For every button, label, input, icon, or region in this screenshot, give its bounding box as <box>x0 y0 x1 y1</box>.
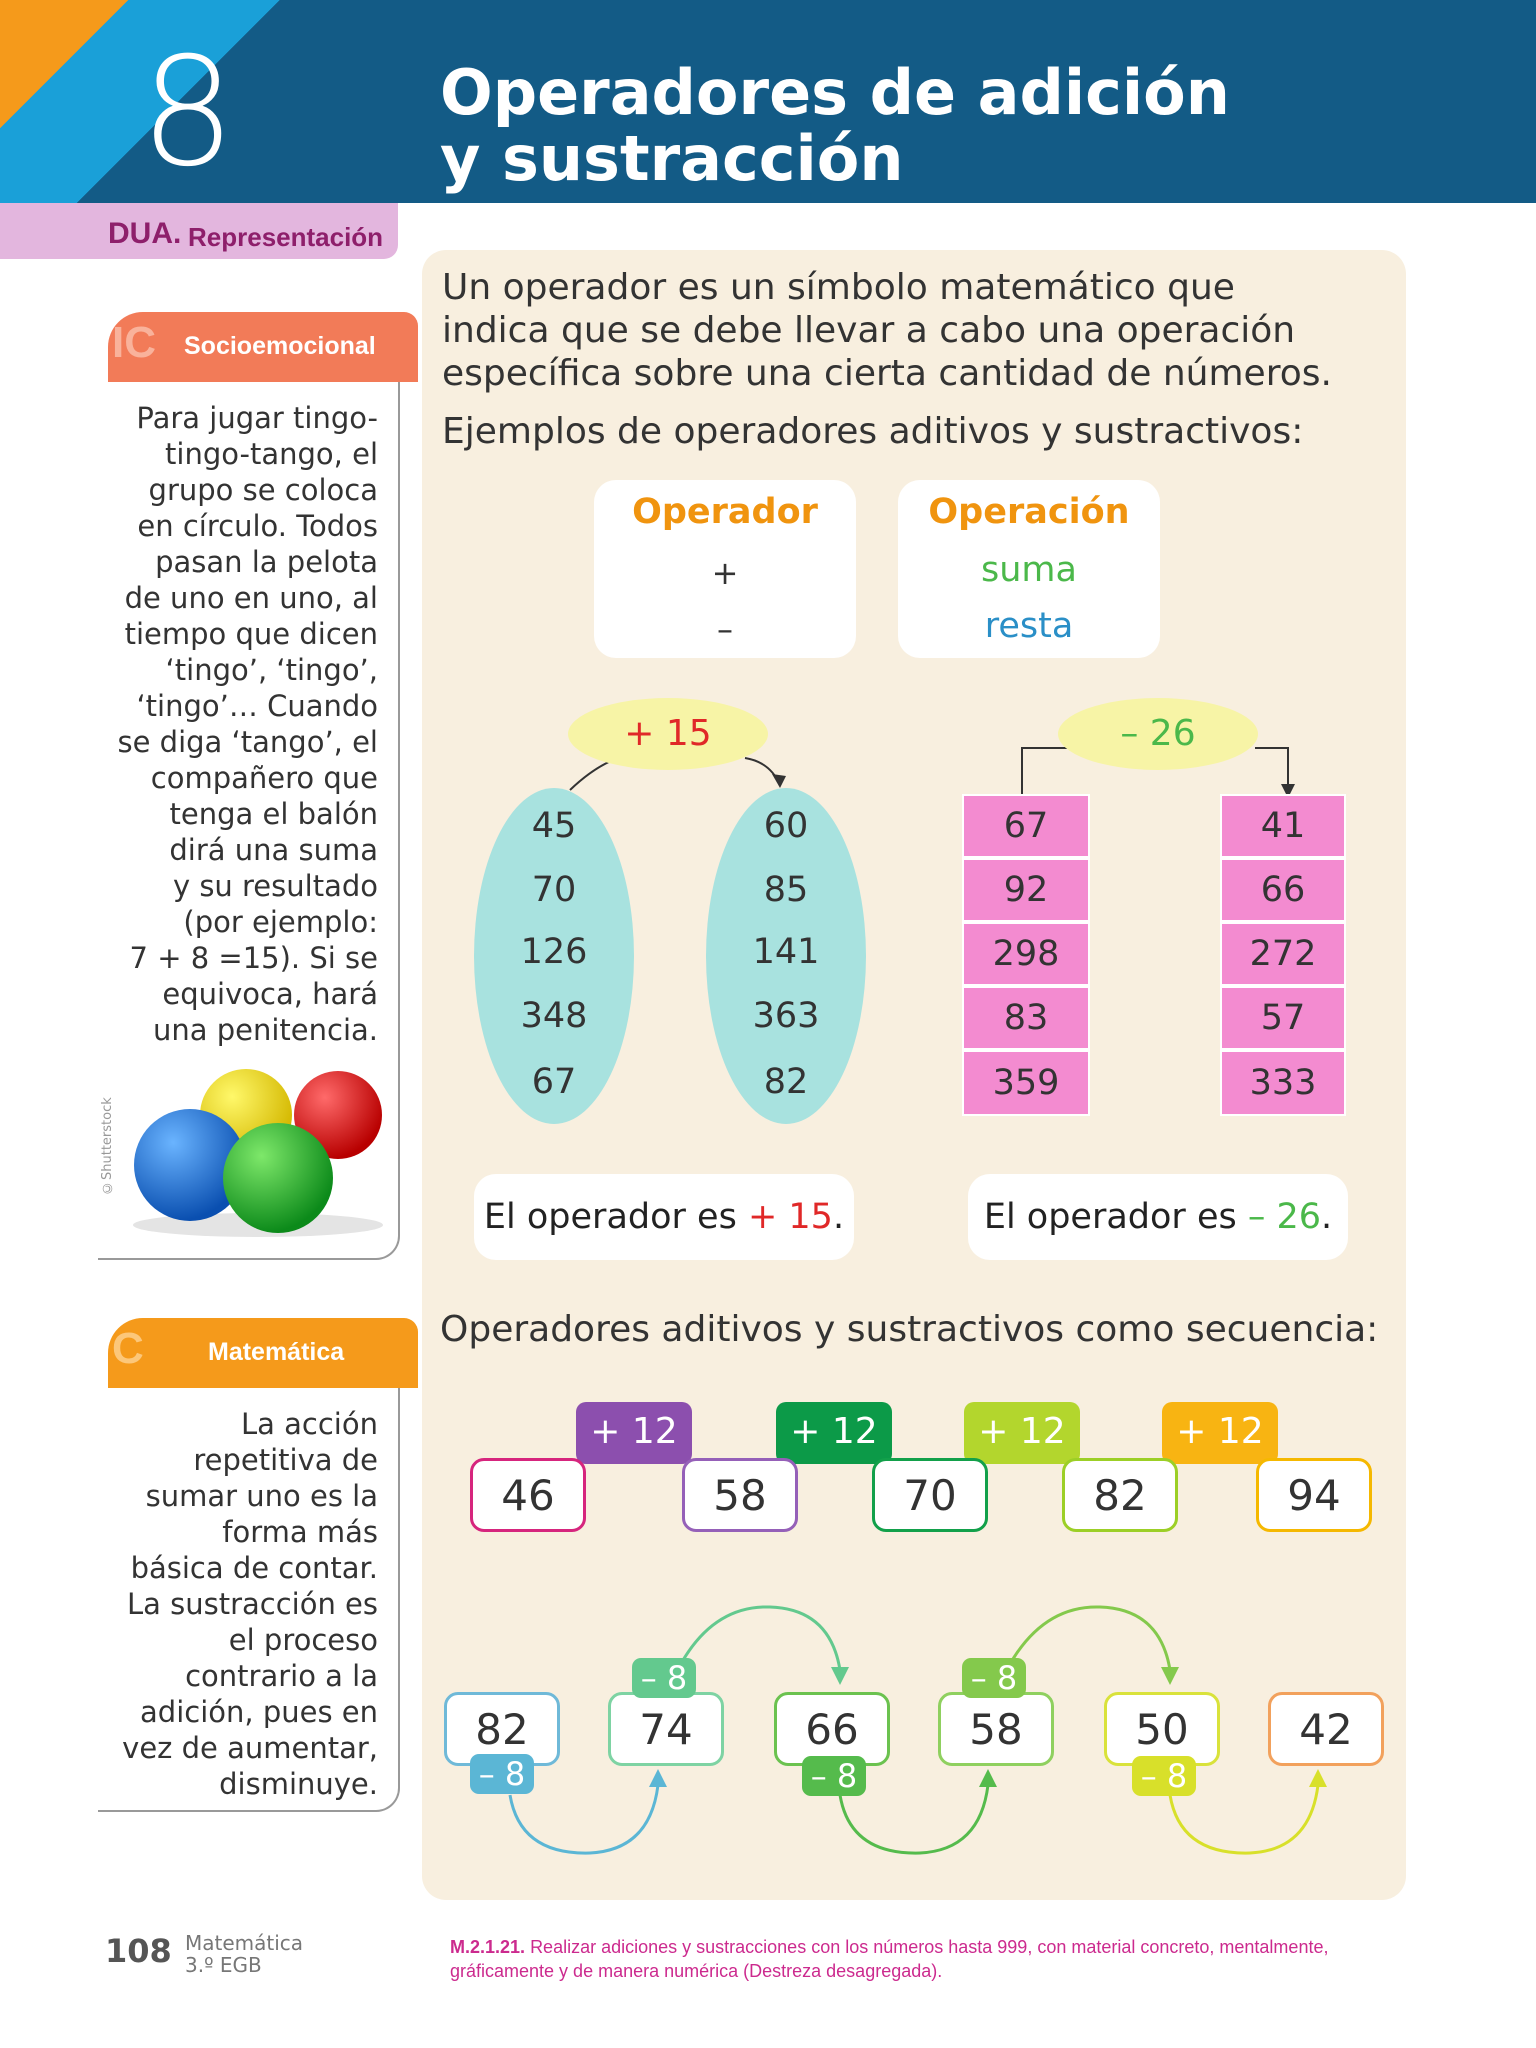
add-step-tag: + 12 <box>776 1402 892 1464</box>
sub-sequence-arrows <box>440 1595 1400 1865</box>
balls-illustration <box>128 1060 388 1240</box>
socio-line: en círculo. Todos <box>137 509 378 543</box>
add-step-tag: + 12 <box>964 1402 1080 1464</box>
sequence-title: Operadores aditivos y sustractivos como secuencia: <box>440 1309 1379 1350</box>
grade-label: 3.º EGB <box>185 1953 262 1977</box>
math-line: La acción <box>241 1407 378 1441</box>
intro-line: Un operador es un símbolo matemático que <box>442 267 1235 308</box>
add-seq-value: 46 <box>470 1458 586 1532</box>
skill-text: Realizar adiciones y sustracciones con los números hasta 999, con material concreto, mentalmente, gráficamente y de manera numérica (Destreza desagregada). <box>450 1937 1329 1981</box>
add-step-tag: + 12 <box>1162 1402 1278 1464</box>
add-seq-value: 94 <box>1256 1458 1372 1532</box>
dua-category: Representación <box>188 222 384 252</box>
socio-line: 7 + 8 =15). Si se <box>129 941 378 975</box>
math-line: contrario a la <box>185 1659 378 1693</box>
math-line: básica de contar. <box>130 1551 378 1585</box>
sub-seq-value: 58 <box>938 1692 1054 1766</box>
add-input-value: 126 <box>520 932 588 972</box>
caption-period: . <box>1321 1197 1333 1237</box>
add-input-value: 45 <box>531 806 577 846</box>
sub-step-tag: – 8 <box>962 1658 1026 1698</box>
add-seq-value: 70 <box>872 1458 988 1532</box>
intro-line: indica que se debe llevar a cabo una operación <box>442 310 1296 351</box>
intro-line: específica sobre una cierta cantidad de números. <box>442 353 1332 394</box>
title-line-1: Operadores de adición <box>440 56 1230 129</box>
operation-header: Operación <box>928 492 1130 532</box>
socio-line: ‘tingo’… Cuando <box>136 689 378 723</box>
sub-input-value: 298 <box>962 922 1090 986</box>
sub-seq-value: 74 <box>608 1692 724 1766</box>
sub-input-value: 83 <box>962 986 1090 1050</box>
skill-statement <box>450 1935 1370 1983</box>
sub-operator: – 26 <box>1058 698 1258 770</box>
sub-output-value: 66 <box>1220 858 1346 922</box>
sub-step-tag: – 8 <box>470 1754 534 1794</box>
socio-line: se diga ‘tango’, el <box>117 725 378 759</box>
socio-line: equivoca, hará <box>162 977 378 1011</box>
socio-line: pasan la pelota <box>155 545 378 579</box>
socio-line: tiempo que dicen <box>124 617 378 651</box>
photo-credit: ©Shutterstock <box>100 1097 115 1195</box>
sub-seq-value: 42 <box>1268 1692 1384 1766</box>
sub-output-value: 41 <box>1220 794 1346 858</box>
add-input-value: 348 <box>520 996 588 1036</box>
sub-caption <box>968 1174 1348 1260</box>
add-output-value: 363 <box>752 996 820 1036</box>
intro-text <box>442 266 1332 395</box>
operation-resta: resta <box>984 606 1074 646</box>
caption-operator: + 15 <box>747 1197 833 1237</box>
title-line-2: y sustracción <box>440 122 904 195</box>
footer-subject <box>185 1932 303 1976</box>
math-line: La sustracción es <box>126 1587 378 1621</box>
socio-tab-label: Socioemocional <box>184 332 376 360</box>
caption-text: El operador es <box>983 1197 1248 1237</box>
math-line: el proceso <box>228 1623 378 1657</box>
add-output-value: 82 <box>763 1062 809 1102</box>
math-line: forma más <box>222 1515 378 1549</box>
math-line: sumar uno es la <box>145 1479 378 1513</box>
add-output-value: 85 <box>763 870 809 910</box>
socio-line: tingo-tango, el <box>165 437 378 471</box>
sub-seq-value: 82 <box>444 1692 560 1766</box>
unit-number: 8 <box>140 26 236 200</box>
sub-output-value: 333 <box>1220 1050 1346 1116</box>
skill-code: M.2.1.21. <box>450 1937 526 1957</box>
green-ball <box>223 1123 333 1233</box>
sub-output-value: 57 <box>1220 986 1346 1050</box>
math-tab <box>108 1318 418 1388</box>
page-title <box>440 56 1230 195</box>
math-line: repetitiva de <box>193 1443 378 1477</box>
subject-name: Matemática <box>185 1931 304 1955</box>
socio-line: dirá una suma <box>169 833 378 867</box>
math-icon: C <box>112 1324 144 1373</box>
socio-line: ‘tingo’, ‘tingo’, <box>165 653 378 687</box>
dua-banner <box>0 203 398 259</box>
operator-minus: – <box>717 610 733 648</box>
sub-input-value: 92 <box>962 858 1090 922</box>
add-seq-value: 82 <box>1062 1458 1178 1532</box>
sub-step-tag: – 8 <box>1132 1756 1196 1796</box>
add-caption <box>474 1174 854 1260</box>
sub-seq-value: 66 <box>774 1692 890 1766</box>
caption-text: El operador es <box>483 1197 748 1237</box>
sub-input-value: 359 <box>962 1050 1090 1116</box>
math-line: adición, pues en <box>140 1695 378 1729</box>
socio-text <box>100 400 378 1048</box>
socio-line: de uno en uno, al <box>124 581 378 615</box>
operation-suma: suma <box>981 550 1077 590</box>
socio-icon: IC <box>112 318 156 367</box>
add-output-value: 60 <box>763 806 809 846</box>
page-number: 108 <box>105 1932 172 1970</box>
examples-title: Ejemplos de operadores aditivos y sustractivos: <box>442 411 1304 452</box>
socio-line: y su resultado <box>172 869 378 903</box>
sub-step-tag: – 8 <box>802 1756 866 1796</box>
socio-line: Para jugar tingo- <box>136 401 378 435</box>
socio-line: grupo se coloca <box>148 473 378 507</box>
add-operator: + 15 <box>568 698 768 770</box>
socio-line: (por ejemplo: <box>183 905 378 939</box>
math-line: disminuye. <box>219 1767 378 1801</box>
socio-line: tenga el balón <box>169 797 378 831</box>
dua-label: DUA. <box>108 217 182 250</box>
socio-line: una penitencia. <box>152 1013 378 1047</box>
math-tab-label: Matemática <box>208 1338 345 1366</box>
add-input-value: 70 <box>531 870 577 910</box>
operator-column-card <box>594 480 856 658</box>
caption-operator: – 26 <box>1247 1197 1322 1237</box>
operator-header: Operador <box>632 492 818 532</box>
add-seq-value: 58 <box>682 1458 798 1532</box>
math-line: vez de aumentar, <box>122 1731 378 1765</box>
add-step-tag: + 12 <box>576 1402 692 1464</box>
caption-period: . <box>832 1197 845 1237</box>
add-input-value: 67 <box>531 1062 577 1102</box>
sub-step-tag: – 8 <box>632 1658 696 1698</box>
operation-column-card <box>898 480 1160 658</box>
socio-line: compañero que <box>150 761 378 795</box>
sub-output-value: 272 <box>1220 922 1346 986</box>
math-text <box>100 1406 378 1802</box>
operator-plus: + <box>711 554 739 592</box>
sub-input-value: 67 <box>962 794 1090 858</box>
add-output-value: 141 <box>752 932 820 972</box>
socio-tab <box>108 312 418 382</box>
sub-seq-value: 50 <box>1104 1692 1220 1766</box>
